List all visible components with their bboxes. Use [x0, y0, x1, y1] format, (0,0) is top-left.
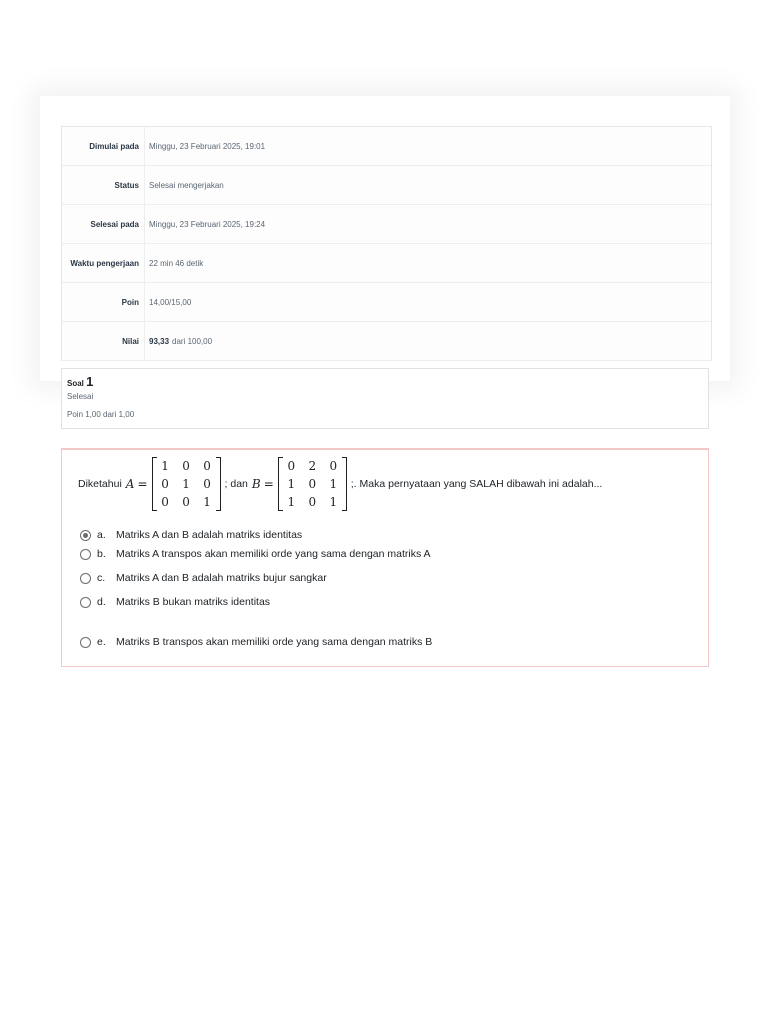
- radio-icon[interactable]: [80, 549, 91, 560]
- matrix-cell: 0: [308, 477, 317, 491]
- matrix-cell: 1: [287, 495, 296, 509]
- matrix-cell: 1: [287, 477, 296, 491]
- matrix-b-name: B: [251, 477, 261, 491]
- summary-value: Selesai mengerjakan: [149, 180, 224, 190]
- summary-label: Nilai: [62, 322, 145, 360]
- question-info-box: [61, 368, 709, 429]
- stem-outro: ;. Maka pernyataan yang SALAH dibawah ini adalah...: [350, 478, 603, 490]
- radio-icon[interactable]: [80, 597, 91, 608]
- summary-row-completed: [62, 205, 711, 244]
- option-letter: e.: [97, 636, 106, 648]
- matrix-cell: 1: [161, 459, 169, 473]
- radio-icon[interactable]: [80, 573, 91, 584]
- matrix-cell: 0: [161, 495, 169, 509]
- summary-value: Minggu, 23 Februari 2025, 19:01: [149, 141, 266, 151]
- summary-row-grade: [62, 322, 711, 361]
- grade-max: dari 100,00: [172, 336, 213, 346]
- matrix-cell: 1: [329, 477, 338, 491]
- option-text: Matriks A transpos akan memiliki orde yang sama dengan matriks A: [116, 548, 431, 560]
- summary-label: Dimulai pada: [62, 127, 145, 165]
- matrix-cell: 0: [308, 495, 317, 509]
- matrix-b: [278, 457, 347, 511]
- matrix-cell: 0: [161, 477, 169, 491]
- matrix-cell: 1: [203, 495, 211, 509]
- option-letter: a.: [97, 529, 106, 541]
- option-letter: d.: [97, 596, 106, 608]
- matrix-cell: 1: [182, 477, 190, 491]
- question-stem: [78, 457, 602, 511]
- radio-icon[interactable]: [80, 637, 91, 648]
- summary-row-started: [62, 127, 711, 166]
- question-number-value: 1: [86, 374, 94, 389]
- answer-option-c[interactable]: [80, 572, 327, 584]
- summary-value: 14,00/15,00: [149, 297, 192, 307]
- matrix-cell: 1: [329, 495, 338, 509]
- equals-sign: =: [263, 477, 274, 491]
- option-text: Matriks A dan B adalah matriks bujur sangkar: [116, 572, 327, 584]
- question-content: [61, 448, 709, 667]
- summary-label: Poin: [62, 283, 145, 321]
- equals-sign: =: [137, 477, 148, 491]
- option-letter: c.: [97, 572, 106, 584]
- answer-option-e[interactable]: [80, 636, 432, 648]
- answer-option-a[interactable]: [80, 529, 302, 541]
- matrix-cell: 0: [329, 459, 338, 473]
- question-state: Selesai: [67, 392, 94, 401]
- summary-label: Status: [62, 166, 145, 204]
- summary-value: Minggu, 23 Februari 2025, 19:24: [149, 219, 266, 229]
- stem-intro: Diketahui: [78, 478, 122, 490]
- question-number: [67, 374, 93, 389]
- option-text: Matriks B transpos akan memiliki orde yang sama dengan matriks B: [116, 636, 433, 648]
- matrix-cell: 2: [308, 459, 317, 473]
- option-text: Matriks A dan B adalah matriks identitas: [116, 529, 303, 541]
- option-letter: b.: [97, 548, 106, 560]
- summary-row-points: [62, 283, 711, 322]
- summary-value: [145, 322, 711, 360]
- matrix-cell: 0: [203, 477, 211, 491]
- matrix-cell: 0: [182, 495, 190, 509]
- summary-label: Selesai pada: [62, 205, 145, 243]
- matrix-cell: 0: [182, 459, 190, 473]
- option-text: Matriks B bukan matriks identitas: [116, 596, 271, 608]
- radio-selected-icon[interactable]: [80, 530, 91, 541]
- summary-value: 22 min 46 detik: [149, 258, 204, 268]
- question-label: Soal: [67, 379, 84, 388]
- question-grade: Poin 1,00 dari 1,00: [67, 410, 135, 419]
- matrix-a-name: A: [125, 477, 135, 491]
- attempt-summary-table: [61, 126, 712, 361]
- grade-value: 93,33: [149, 336, 170, 346]
- answer-option-b[interactable]: [80, 548, 431, 560]
- summary-row-status: [62, 166, 711, 205]
- matrix-a: [152, 457, 221, 511]
- answer-option-d[interactable]: [80, 596, 270, 608]
- summary-row-duration: [62, 244, 711, 283]
- summary-label: Waktu pengerjaan: [62, 244, 145, 282]
- matrix-cell: 0: [287, 459, 296, 473]
- matrix-cell: 0: [203, 459, 211, 473]
- stem-between: ; dan: [224, 478, 248, 490]
